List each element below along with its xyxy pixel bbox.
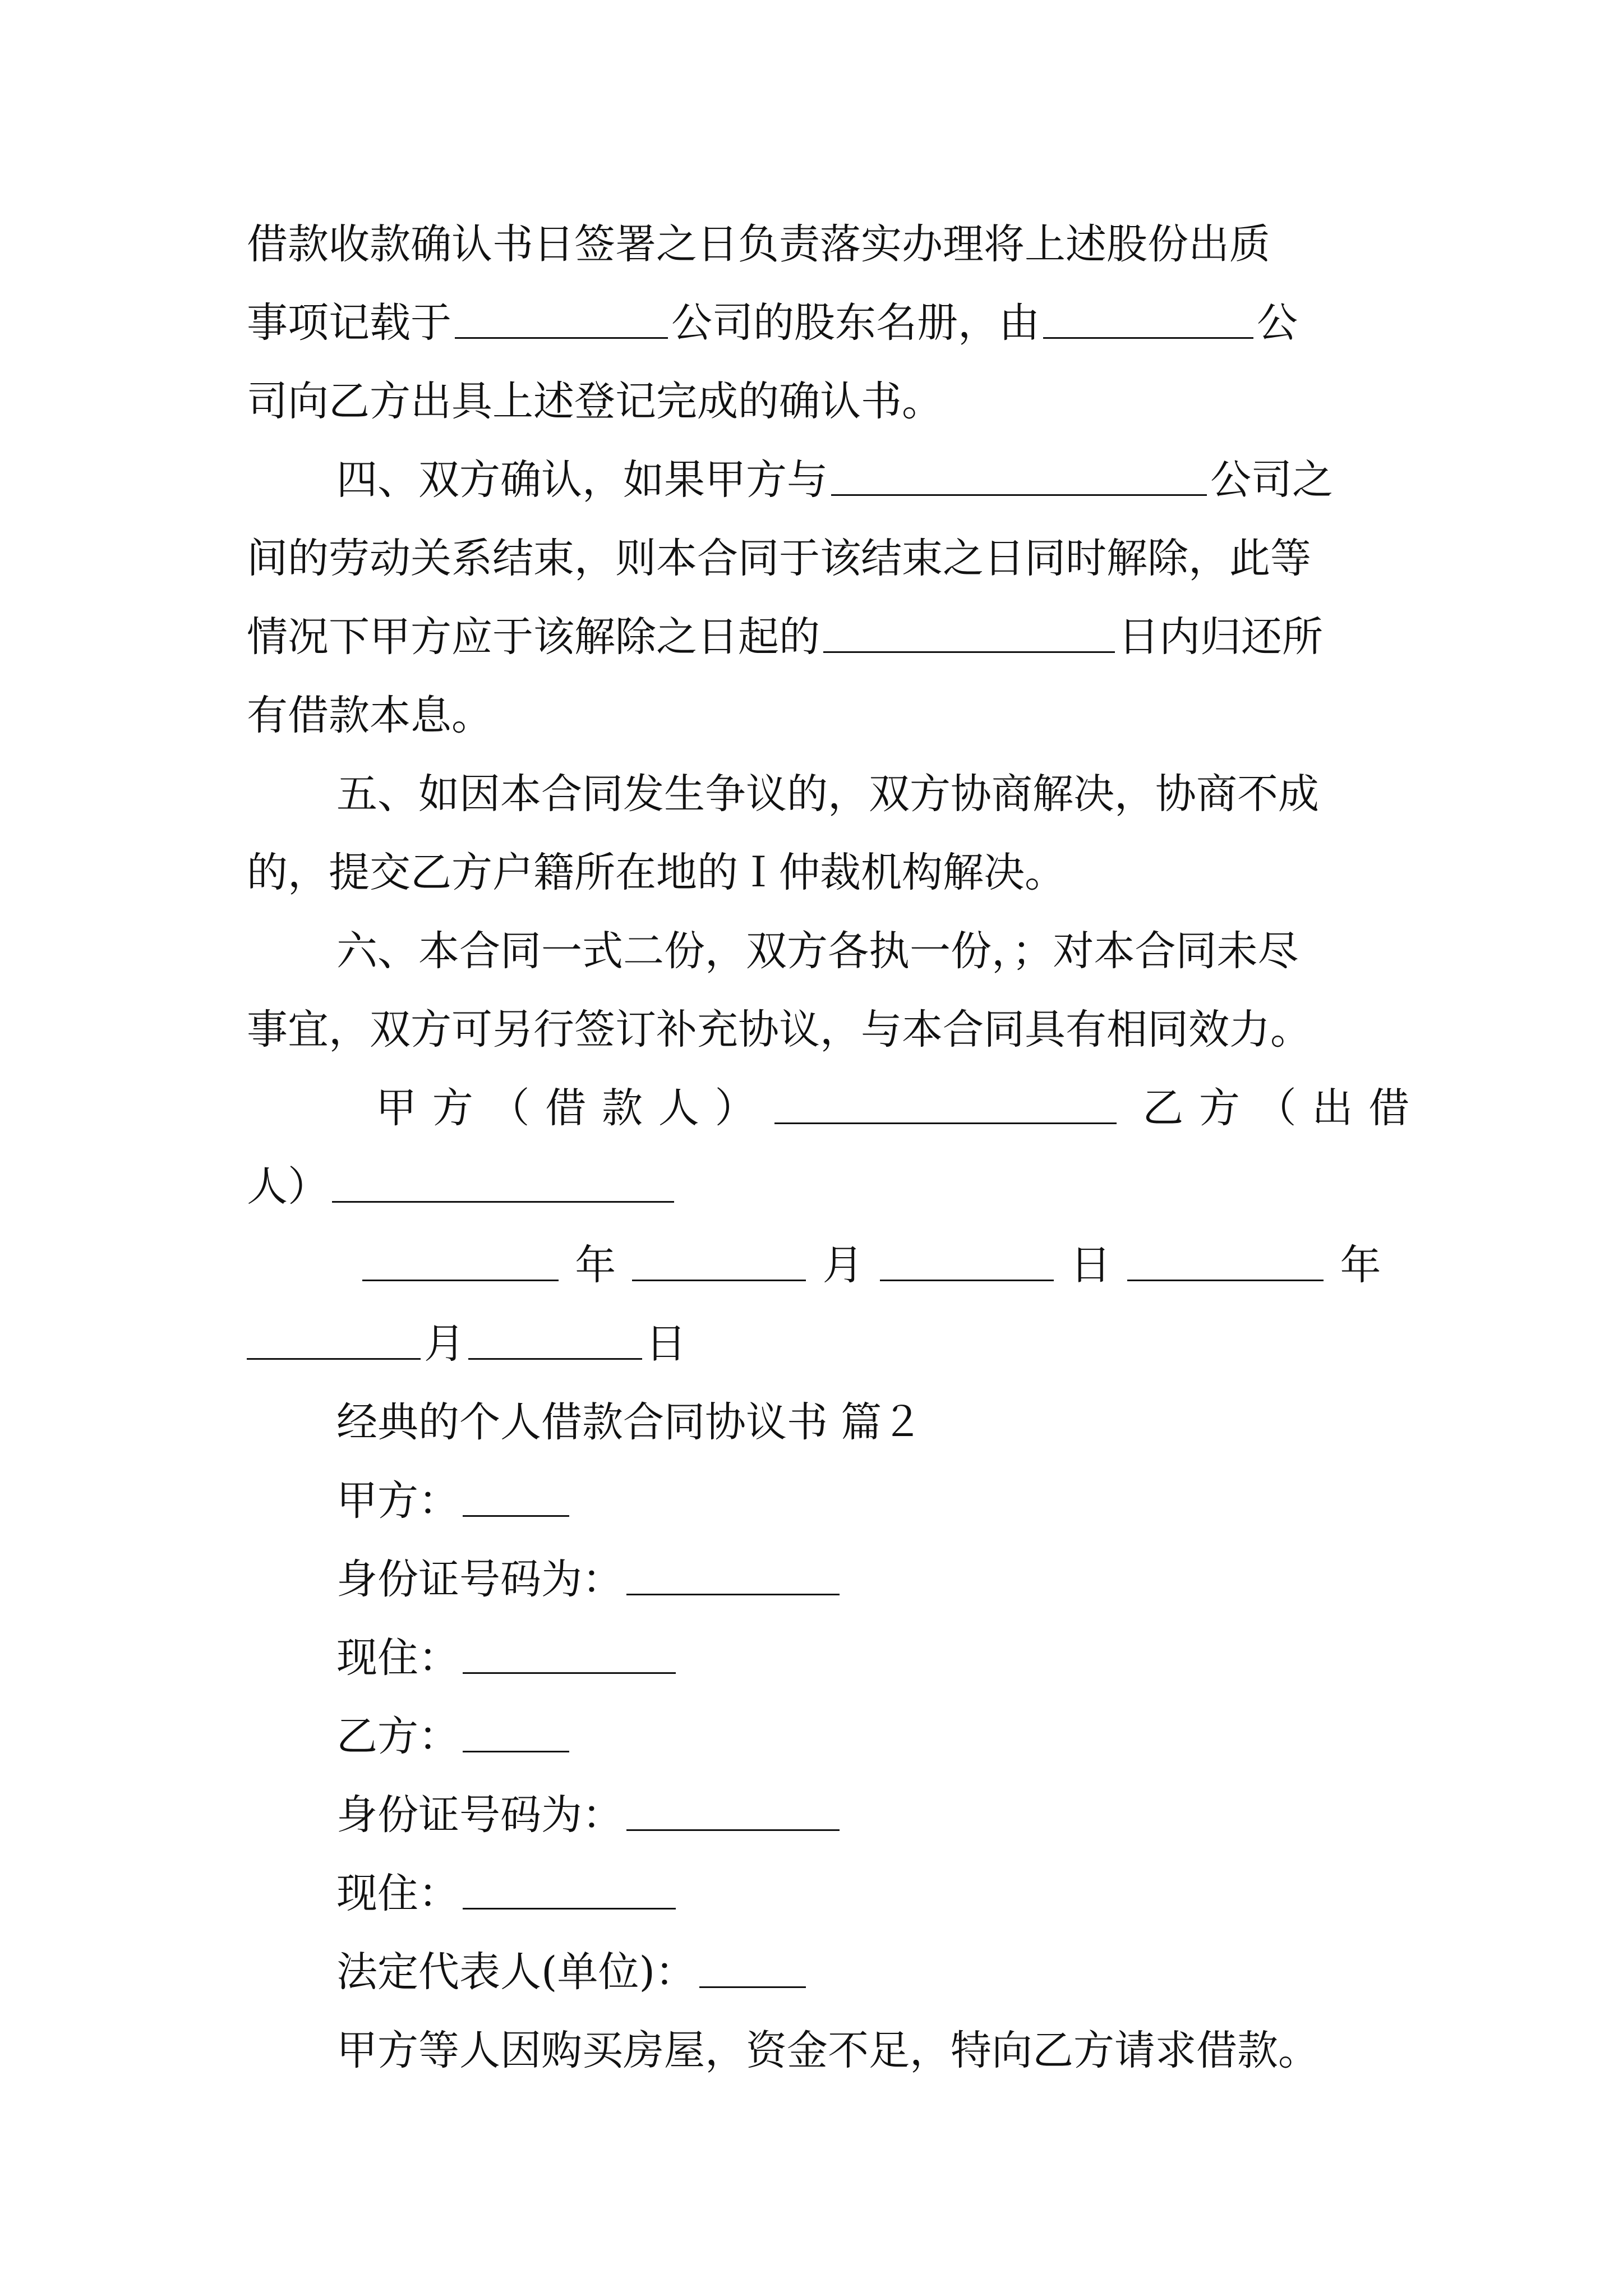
text: 公司的股东名册，由 [671,299,1040,347]
text: 日内归还所 [1118,613,1323,661]
field-label: 身份证号码为： [336,1556,623,1603]
blank-underline [823,600,1115,653]
text: 司向乙方出具上述登记完成的确认书。 [247,378,943,425]
signature-line-2 [247,1148,1391,1226]
month-blank [632,1228,806,1281]
day-blank [468,1306,642,1360]
year-blank [1127,1228,1324,1281]
field-label: 法定代表人(单位)： [336,1948,696,1996]
paragraph-line-3 [247,362,1391,441]
field-blank [699,1935,806,1988]
blank-underline [1043,286,1253,339]
clause-four-line-4 [247,677,1391,755]
clause-six-line-1 [336,912,1391,991]
party-a-address-field [336,1619,1391,1697]
field-label: 甲方： [336,1477,459,1525]
field-blank [463,1464,569,1517]
text: 有借款本息。 [247,692,492,739]
text: 间的劳动关系结束，则本合同于该结束之日同时解除，此等 [247,535,1311,582]
party-a-id-field [336,1540,1391,1619]
text: 四、双方确认，如果甲方与 [336,456,828,504]
party-a-field [336,1462,1391,1540]
text: 日 [1070,1241,1112,1289]
text: 五、如因本合同发生争议的，双方协商解决，协商不成 [336,770,1319,818]
clause-six-line-2 [247,991,1391,1069]
paragraph-line-2 [247,284,1391,362]
party-b-signature-blank [332,1149,674,1203]
text: 公司之 [1210,456,1333,504]
section-heading [336,1383,1391,1462]
field-blank [463,1856,676,1910]
paragraph-line-1 [247,205,1391,284]
field-blank [463,1699,569,1752]
month-blank [247,1306,421,1360]
party-b-address-field [336,1855,1391,1933]
clause-four-line-1 [336,441,1391,519]
field-label: 身份证号码为： [336,1791,623,1839]
legal-representative-field [336,1933,1391,2012]
text: 的，提交乙方户籍所在地的Ｉ仲裁机构解决。 [247,849,1066,896]
party-a-label: 甲方（借款人） [376,1084,772,1132]
blank-underline [831,443,1207,496]
party-b-label: 乙方（出借 [1142,1084,1425,1132]
text: 年 [575,1241,616,1289]
clause-four-line-2 [247,519,1391,598]
text: 年 [1340,1241,1381,1289]
text: 人） [247,1163,329,1211]
date-line-1 [359,1226,1391,1305]
field-blank [463,1621,676,1674]
field-label: 乙方： [336,1713,459,1760]
blank-underline [455,286,668,339]
text: 公 [1257,299,1298,347]
date-line-2 [247,1305,1391,1383]
clause-five-line-1 [336,755,1391,834]
text: 月 [424,1320,465,1368]
text: 月 [822,1241,864,1289]
clause-five-line-2 [247,834,1391,912]
field-blank [626,1542,840,1595]
year-blank [362,1228,559,1281]
text: 事项记载于 [247,299,451,347]
signature-line-1 [376,1069,1425,1148]
text: 日 [645,1320,686,1368]
party-b-field [336,1697,1391,1776]
paragraph-purpose [336,2012,1430,2090]
party-b-id-field [336,1776,1391,1855]
clause-four-line-3 [247,598,1391,677]
party-a-signature-blank [774,1071,1117,1124]
text: 借款收款确认书日签署之日负责落实办理将上述股份出质 [247,220,1270,268]
day-blank [880,1228,1054,1281]
text: 甲方等人因购买房屋，资金不足，特向乙方请求借款。 [336,2027,1319,2074]
section-title: 经典的个人借款合同协议书 篇２ [336,1398,923,1446]
text: 六、本合同一式二份，双方各执一份，；对本合同未尽 [336,927,1299,975]
text: 情况下甲方应于该解除之日起的 [247,613,820,661]
field-label: 现住： [336,1870,459,1917]
field-label: 现住： [336,1634,459,1682]
text: 事宜，双方可另行签订补充协议，与本合同具有相同效力。 [247,1006,1311,1053]
field-blank [626,1778,840,1831]
